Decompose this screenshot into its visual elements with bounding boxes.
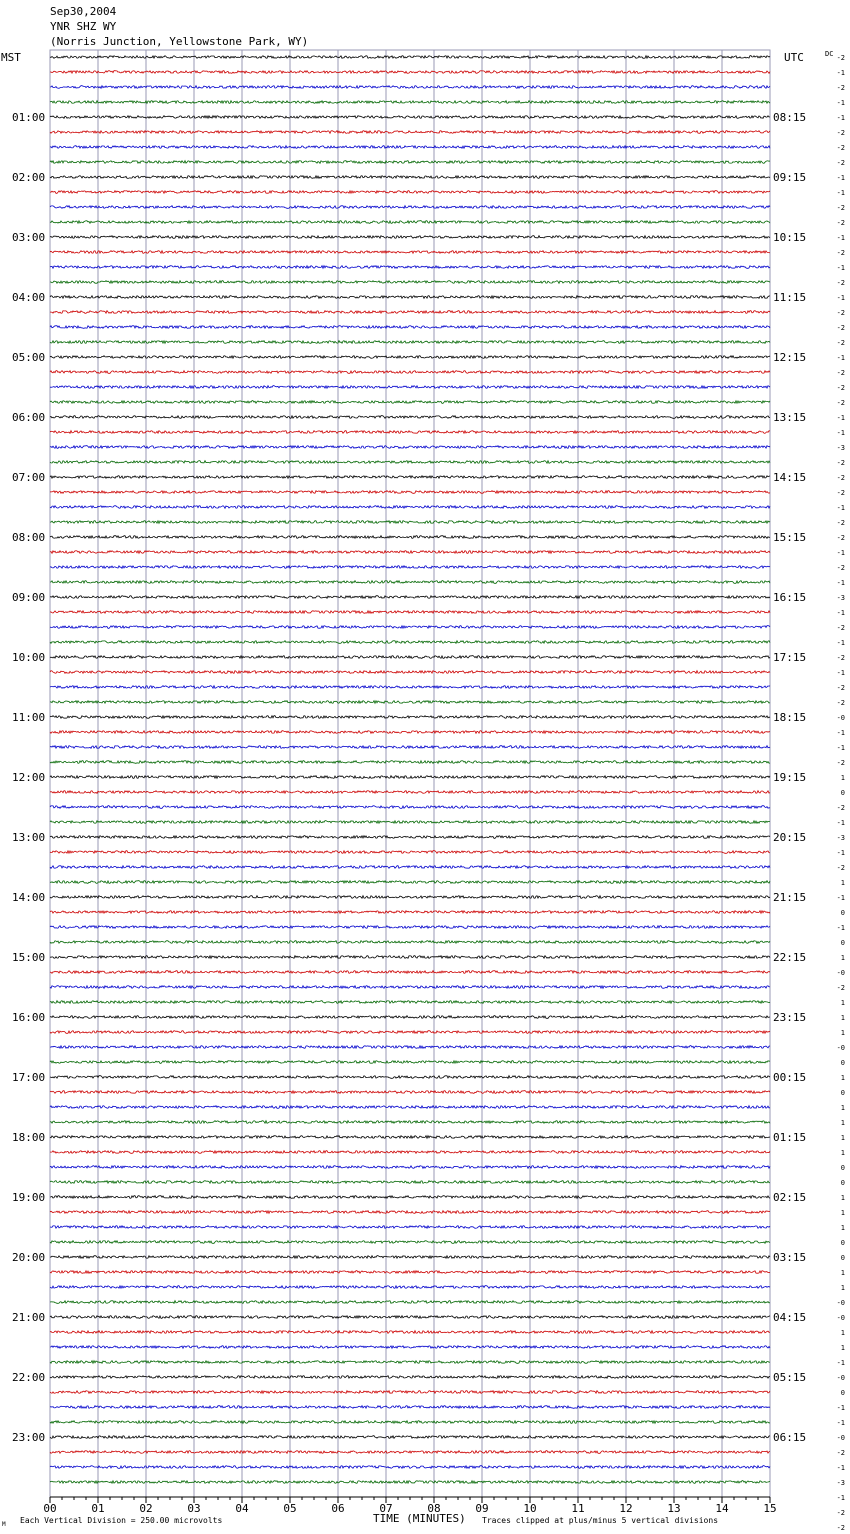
x-tick-label: 15 (763, 1502, 777, 1515)
dc-offset-label: -2 (836, 699, 845, 707)
dc-offset-label: -1 (836, 1359, 845, 1367)
dc-offset-labels (837, 54, 845, 1534)
x-tick-label: 02 (139, 1502, 153, 1515)
dc-offset-label: -1 (836, 414, 845, 422)
dc-offset-label: -3 (836, 594, 845, 602)
mst-label: MST (1, 51, 21, 64)
trace-line (50, 581, 770, 584)
dc-offset-label: -1 (836, 189, 845, 197)
dc-offset-label: 1 (840, 1194, 845, 1202)
utc-hour-label: 01:15 (773, 1131, 807, 1144)
mst-hour-label: 02:00 (12, 171, 46, 184)
trace-line (50, 341, 770, 344)
trace-line (50, 521, 770, 524)
utc-hour-label: 11:15 (773, 291, 807, 304)
dc-offset-label: -2 (836, 309, 845, 317)
trace-line (50, 1106, 770, 1109)
mst-hour-label: 16:00 (12, 1011, 46, 1024)
trace-line (50, 1421, 770, 1424)
dc-offset-label: -2 (836, 1449, 845, 1457)
utc-hour-label: 02:15 (773, 1191, 807, 1204)
mst-hour-labels (12, 111, 45, 1444)
dc-offset-label: -1 (836, 609, 845, 617)
trace-line (50, 1361, 770, 1364)
dc-offset-label: -1 (836, 894, 845, 902)
dc-offset-label: -1 (836, 579, 845, 587)
utc-hour-label: 18:15 (773, 711, 807, 724)
dc-offset-label: -1 (836, 234, 845, 242)
trace-line (50, 131, 770, 134)
dc-offset-label: -0 (836, 1314, 845, 1322)
dc-offset-label: -2 (836, 279, 845, 287)
dc-label: DC (825, 50, 834, 58)
mst-hour-label: 05:00 (12, 351, 46, 364)
trace-line (50, 971, 770, 974)
x-tick-label: 01 (91, 1502, 105, 1515)
trace-line (50, 56, 770, 59)
trace-line (50, 941, 770, 944)
dc-offset-label: -2 (836, 1524, 845, 1532)
trace-line (50, 731, 770, 734)
dc-offset-label: -1 (836, 744, 845, 752)
trace-line (50, 1436, 770, 1439)
x-tick-label: 12 (619, 1502, 633, 1515)
trace-line (50, 86, 770, 89)
dc-offset-label: 0 (840, 789, 845, 797)
trace-line (50, 281, 770, 284)
dc-offset-label: 1 (840, 1134, 845, 1142)
trace-line (50, 671, 770, 674)
trace-line (50, 716, 770, 719)
x-tick-label: 11 (571, 1502, 585, 1515)
trace-line (50, 1376, 770, 1379)
dc-offset-label: -3 (836, 834, 845, 842)
trace-line (50, 536, 770, 539)
trace-line (50, 476, 770, 479)
trace-line (50, 986, 770, 989)
utc-hour-label: 05:15 (773, 1371, 807, 1384)
dc-offset-label: -2 (836, 534, 845, 542)
trace-group (50, 56, 770, 1484)
dc-offset-label: -2 (836, 804, 845, 812)
mst-hour-label: 03:00 (12, 231, 46, 244)
trace-line (50, 401, 770, 404)
trace-line (50, 911, 770, 914)
mst-hour-label: 10:00 (12, 651, 46, 664)
trace-line (50, 1151, 770, 1154)
dc-offset-label: 1 (840, 1209, 845, 1217)
dc-offset-label: -2 (836, 159, 845, 167)
x-axis-title: TIME (MINUTES) (373, 1512, 466, 1525)
trace-line (50, 1391, 770, 1394)
utc-label: UTC (784, 51, 804, 64)
dc-offset-label: 0 (840, 1089, 845, 1097)
dc-offset-label: 1 (840, 1149, 845, 1157)
dc-offset-label: -2 (836, 654, 845, 662)
dc-offset-label: 1 (840, 1284, 845, 1292)
trace-line (50, 1076, 770, 1079)
trace-line (50, 566, 770, 569)
trace-line (50, 926, 770, 929)
trace-line (50, 71, 770, 74)
trace-line (50, 1256, 770, 1259)
dc-offset-label: -2 (836, 624, 845, 632)
dc-offset-label: 0 (840, 1254, 845, 1262)
trace-line (50, 1046, 770, 1049)
trace-line (50, 446, 770, 449)
dc-offset-label: -1 (836, 1404, 845, 1412)
trace-line (50, 206, 770, 209)
utc-hour-label: 19:15 (773, 771, 807, 784)
mst-hour-label: 18:00 (12, 1131, 46, 1144)
dc-offset-label: 1 (840, 774, 845, 782)
dc-offset-label: 1 (840, 954, 845, 962)
dc-offset-label: 1 (840, 1344, 845, 1352)
trace-line (50, 191, 770, 194)
utc-hour-label: 22:15 (773, 951, 807, 964)
trace-line (50, 296, 770, 299)
trace-line (50, 551, 770, 554)
dc-offset-label: -1 (836, 639, 845, 647)
trace-line (50, 101, 770, 104)
dc-offset-label: 0 (840, 1059, 845, 1067)
dc-offset-label: 0 (840, 1164, 845, 1172)
dc-offset-label: 1 (840, 1224, 845, 1232)
trace-line (50, 506, 770, 509)
dc-offset-label: -1 (836, 924, 845, 932)
trace-line (50, 896, 770, 899)
dc-offset-label: 1 (840, 1029, 845, 1037)
trace-line (50, 611, 770, 614)
location-label: (Norris Junction, Yellowstone Park, WY) (50, 35, 309, 48)
trace-line (50, 431, 770, 434)
mst-hour-label: 07:00 (12, 471, 46, 484)
trace-line (50, 656, 770, 659)
trace-line (50, 851, 770, 854)
dc-offset-label: -2 (836, 564, 845, 572)
utc-hour-label: 12:15 (773, 351, 807, 364)
trace-line (50, 1466, 770, 1469)
dc-offset-label: 1 (840, 1329, 845, 1337)
dc-offset-label: -1 (836, 669, 845, 677)
dc-offset-label: -2 (836, 1509, 845, 1517)
trace-line (50, 791, 770, 794)
utc-hour-label: 17:15 (773, 651, 807, 664)
mst-hour-label: 06:00 (12, 411, 46, 424)
utc-hour-label: 08:15 (773, 111, 807, 124)
dc-offset-label: 1 (840, 999, 845, 1007)
x-tick-label: 13 (667, 1502, 681, 1515)
dc-offset-label: -1 (836, 849, 845, 857)
dc-offset-label: -3 (836, 1479, 845, 1487)
mst-hour-label: 14:00 (12, 891, 46, 904)
dc-offset-label: -1 (836, 504, 845, 512)
dc-offset-label: -2 (836, 249, 845, 257)
dc-offset-label: 0 (840, 1389, 845, 1397)
vertical-division-note: Each Vertical Division = 250.00 microvolts (20, 1516, 223, 1525)
utc-hour-label: 20:15 (773, 831, 807, 844)
dc-offset-label: -1 (836, 69, 845, 77)
trace-line (50, 251, 770, 254)
trace-line (50, 866, 770, 869)
mst-hour-label: 08:00 (12, 531, 46, 544)
utc-hour-label: 10:15 (773, 231, 807, 244)
trace-line (50, 1016, 770, 1019)
mst-hour-label: 15:00 (12, 951, 46, 964)
dc-offset-label: -2 (836, 384, 845, 392)
trace-line (50, 356, 770, 359)
trace-line (50, 311, 770, 314)
trace-line (50, 806, 770, 809)
dc-offset-label: 1 (840, 1014, 845, 1022)
trace-line (50, 746, 770, 749)
utc-hour-label: 13:15 (773, 411, 807, 424)
trace-line (50, 1346, 770, 1349)
x-tick-label: 06 (331, 1502, 345, 1515)
x-tick-label: 04 (235, 1502, 249, 1515)
dc-offset-label: -2 (836, 84, 845, 92)
trace-line (50, 326, 770, 329)
trace-line (50, 776, 770, 779)
trace-line (50, 686, 770, 689)
dc-offset-label: -2 (836, 369, 845, 377)
trace-line (50, 1121, 770, 1124)
trace-line (50, 116, 770, 119)
trace-line (50, 386, 770, 389)
trace-line (50, 701, 770, 704)
dc-offset-label: -2 (836, 219, 845, 227)
dc-offset-label: 0 (840, 1239, 845, 1247)
x-tick-label: 03 (187, 1502, 201, 1515)
utc-hour-label: 16:15 (773, 591, 807, 604)
trace-line (50, 1316, 770, 1319)
dc-offset-label: -0 (836, 1434, 845, 1442)
trace-line (50, 1271, 770, 1274)
trace-line (50, 461, 770, 464)
trace-line (50, 1091, 770, 1094)
mst-hour-label: 12:00 (12, 771, 46, 784)
utc-hour-label: 06:15 (773, 1431, 807, 1444)
mst-hour-label: 22:00 (12, 1371, 46, 1384)
dc-offset-label: 0 (840, 939, 845, 947)
dc-offset-label: -2 (836, 144, 845, 152)
dc-offset-label: -1 (836, 1464, 845, 1472)
trace-line (50, 221, 770, 224)
dc-offset-label: -1 (836, 354, 845, 362)
station-label: YNR SHZ WY (50, 20, 117, 33)
trace-line (50, 821, 770, 824)
x-tick-label: 08 (427, 1502, 441, 1515)
mst-hour-label: 13:00 (12, 831, 46, 844)
trace-line (50, 371, 770, 374)
trace-line (50, 626, 770, 629)
dc-offset-label: -1 (836, 429, 845, 437)
dc-offset-label: -2 (836, 474, 845, 482)
mst-hour-label: 17:00 (12, 1071, 46, 1084)
mst-hour-label: 20:00 (12, 1251, 46, 1264)
dc-offset-label: -1 (836, 729, 845, 737)
dc-offset-label: -2 (836, 339, 845, 347)
x-tick-label: 00 (43, 1502, 57, 1515)
mst-hour-label: 04:00 (12, 291, 46, 304)
dc-offset-label: -1 (836, 819, 845, 827)
x-tick-label: 05 (283, 1502, 297, 1515)
dc-offset-label: -0 (836, 1299, 845, 1307)
mst-hour-label: 01:00 (12, 111, 46, 124)
trace-line (50, 236, 770, 239)
trace-line (50, 1031, 770, 1034)
utc-hour-label: 23:15 (773, 1011, 807, 1024)
dc-offset-label: -2 (836, 864, 845, 872)
dc-offset-label: -2 (836, 399, 845, 407)
trace-line (50, 836, 770, 839)
trace-line (50, 1451, 770, 1454)
dc-offset-label: 1 (840, 1269, 845, 1277)
dc-offset-label: -2 (836, 459, 845, 467)
trace-line (50, 1166, 770, 1169)
dc-offset-label: -0 (836, 714, 845, 722)
x-tick-label: 09 (475, 1502, 489, 1515)
trace-line (50, 1226, 770, 1229)
trace-line (50, 1136, 770, 1139)
dc-offset-label: -2 (836, 489, 845, 497)
trace-line (50, 596, 770, 599)
trace-line (50, 1181, 770, 1184)
dc-offset-label: 1 (840, 879, 845, 887)
trace-line (50, 956, 770, 959)
dc-offset-label: -2 (836, 204, 845, 212)
trace-line (50, 146, 770, 149)
dc-offset-label: 1 (840, 1074, 845, 1082)
trace-line (50, 1001, 770, 1004)
trace-line (50, 1061, 770, 1064)
dc-offset-label: -1 (836, 264, 845, 272)
utc-hour-labels (773, 111, 806, 1444)
utc-hour-label: 00:15 (773, 1071, 807, 1084)
trace-line (50, 176, 770, 179)
trace-line (50, 1301, 770, 1304)
trace-line (50, 161, 770, 164)
trace-line (50, 1331, 770, 1334)
x-tick-label: 14 (715, 1502, 729, 1515)
dc-offset-label: -1 (836, 174, 845, 182)
date-label: Sep30,2004 (50, 5, 117, 18)
dc-offset-label: -0 (836, 1044, 845, 1052)
x-tick-label: 07 (379, 1502, 393, 1515)
trace-line (50, 881, 770, 884)
dc-offset-label: 0 (840, 1179, 845, 1187)
dc-offset-label: -2 (836, 759, 845, 767)
dc-offset-label: -3 (836, 444, 845, 452)
trace-line (50, 266, 770, 269)
dc-offset-label: 1 (840, 1104, 845, 1112)
dc-offset-label: -1 (836, 549, 845, 557)
utc-hour-label: 14:15 (773, 471, 807, 484)
utc-hour-label: 21:15 (773, 891, 807, 904)
utc-hour-label: 03:15 (773, 1251, 807, 1264)
dc-offset-label: -1 (836, 99, 845, 107)
trace-line (50, 641, 770, 644)
dc-offset-label: 0 (840, 909, 845, 917)
trace-line (50, 1406, 770, 1409)
clipping-note: Traces clipped at plus/minus 5 vertical divisions (482, 1516, 719, 1525)
dc-offset-label: -2 (836, 984, 845, 992)
dc-offset-label: -1 (836, 114, 845, 122)
trace-line (50, 1196, 770, 1199)
dc-offset-label: -2 (836, 324, 845, 332)
x-tick-label: 10 (523, 1502, 537, 1515)
utc-hour-label: 04:15 (773, 1311, 807, 1324)
dc-offset-label: -0 (836, 969, 845, 977)
utc-hour-label: 09:15 (773, 171, 807, 184)
mst-hour-label: 23:00 (12, 1431, 46, 1444)
trace-line (50, 1286, 770, 1289)
mst-hour-label: 21:00 (12, 1311, 46, 1324)
dc-offset-label: -2 (836, 129, 845, 137)
trace-line (50, 1211, 770, 1214)
dc-offset-label: -2 (836, 519, 845, 527)
dc-offset-label: -0 (836, 1374, 845, 1382)
trace-line (50, 761, 770, 764)
mst-hour-label: 11:00 (12, 711, 46, 724)
mst-hour-label: 09:00 (12, 591, 46, 604)
dc-offset-label: -2 (836, 54, 845, 62)
trace-line (50, 1241, 770, 1244)
mst-hour-label: 19:00 (12, 1191, 46, 1204)
dc-offset-label: -1 (836, 1494, 845, 1502)
trace-line (50, 491, 770, 494)
trace-line (50, 1481, 770, 1484)
corner-mark: M (2, 1521, 6, 1528)
utc-hour-label: 15:15 (773, 531, 807, 544)
trace-line (50, 416, 770, 419)
dc-offset-label: -2 (836, 684, 845, 692)
dc-offset-label: -1 (836, 1419, 845, 1427)
dc-offset-label: 1 (840, 1119, 845, 1127)
dc-offset-label: -1 (836, 294, 845, 302)
